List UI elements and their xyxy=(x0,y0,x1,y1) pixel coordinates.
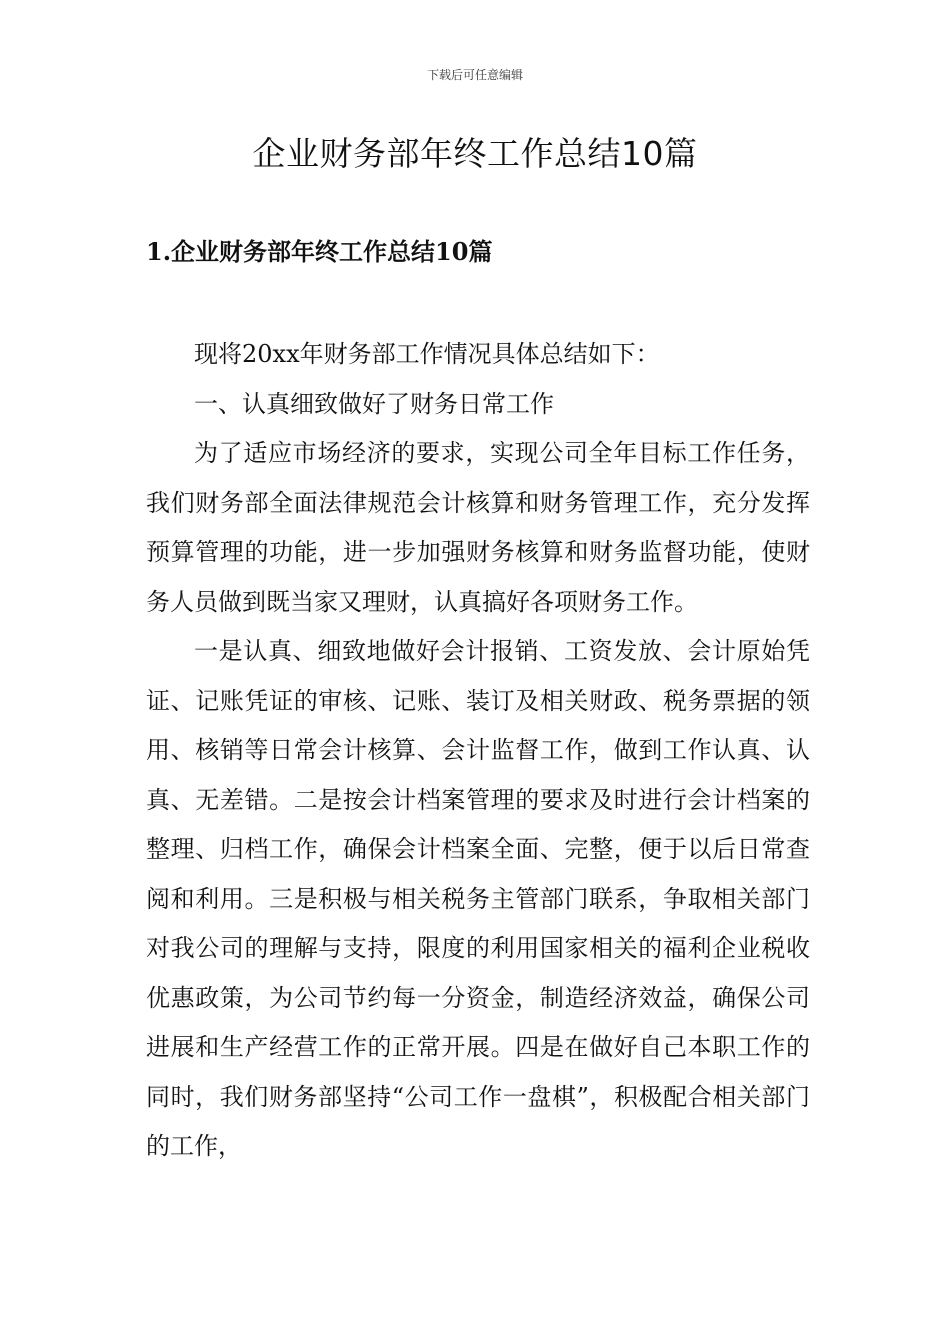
section-heading: 1.企业财务部年终工作总结10篇 xyxy=(146,237,493,266)
paragraph-overview: 为了适应市场经济的要求，实现公司全年目标工作任务，我们财务部全面法律规范会计核算和财务管理工作，充分发挥预算管理的功能，进一步加强财务核算和财务监督功能，使财务人员做到既当家又理财，认真搞好各项财务工作。 xyxy=(146,439,810,616)
paragraph-subheading: 一、认真细致做好了财务日常工作 xyxy=(194,389,554,418)
document-body xyxy=(146,330,810,1172)
document-title: 企业财务部年终工作总结10篇 xyxy=(252,134,698,173)
paragraph-intro: 现将20xx年财务部工作情况具体总结如下： xyxy=(194,340,660,368)
download-note: 下载后可任意编辑 xyxy=(426,68,523,82)
paragraph-details: 一是认真、细致地做好会计报销、工资发放、会计原始凭证、记账凭证的审核、记账、装订及相关财政、税务票据的领用、核销等日常会计核算、会计监督工作，做到工作认真、认真、无差错。二是按会计档案管理的要求及时进行会计档案的整理、归档工作，确保会计档案全面、完整，便于以后日常查阅和利用。三是积极与相关税务主管部门联系，争取相关部门对我公司的理解与支持，限度的利用国家相关的福利企业税收优惠政策，为公司节约每一分资金，制造经济效益，确保公司进展和生产经营工作的正常开展。四是在做好自己本职工作的同时，我们财务部坚持“公司工作一盘棋”，积极配合相关部门的工作， xyxy=(146,637,810,1160)
